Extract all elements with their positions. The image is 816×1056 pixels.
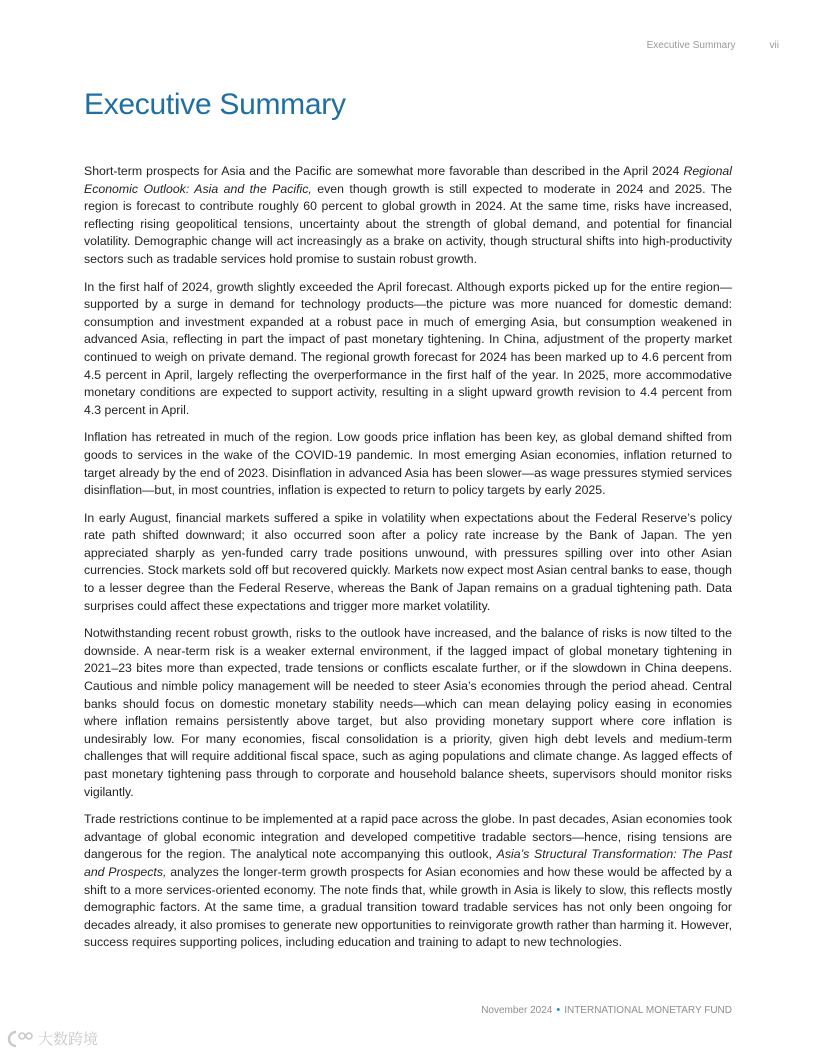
page-title: Executive Summary (84, 88, 346, 121)
footer-publisher: INTERNATIONAL MONETARY FUND (564, 1005, 732, 1016)
paragraph-5: Notwithstanding recent robust growth, risks to the outlook have increased, and the balance of risks is now tilted to the downside. A near-term risk is a weaker external environment, if the lagged impact of global monetary tightening in 2021–23 bites more than expected, trade tensions or conflicts escalate further, or if the slowdown in China deepens. Cautious and nimble policy management will be needed to steer Asia’s economies through the period ahead. Central banks should focus on domestic monetary stability needs—which can mean delaying policy easing in economies where inflation remains persistently above target, but also providing monetary support where core inflation is undesirably low. For many economies, fiscal consolidation is a priority, given high debt levels and medium-term challenges that will require additional fiscal space, such as aging populations and climate change. As lagged effects of past monetary tightening pass through to corporate and household balance sheets, supervisors should monitor risks vigilantly. (84, 626, 732, 799)
watermark-logo-icon (6, 1029, 36, 1049)
paragraph-2: In the first half of 2024, growth slightly exceeded the April forecast. Although exports picked up for the entire region—supported by a surge in demand for technology products—the picture was more nuanced for domestic demand: consumption and investment expanded at a robust pace in much of emerging Asia, but consumption weakened in advanced Asia, reflecting in part the impact of past monetary tightening. In China, adjustment of the property market continued to weigh on private demand. The regional growth forecast for 2024 has been marked up to 4.6 percent from 4.5 percent in April, largely reflecting the overperformance in the first half of the year. In 2025, more accommodative monetary conditions are expected to support activity, resulting in a slight upward growth revision to 4.4 percent from 4.3 percent in April. (84, 279, 732, 417)
page-footer (481, 1004, 732, 1016)
paragraph-6-citation: Asia’s Structural Transformation: The Past and Prospects, (84, 847, 732, 879)
body-text (84, 163, 732, 962)
paragraph-6-text-c: analyzes the longer-term growth prospects for Asian economies and how these would be affected by a shift to a more services-oriented economy. The note finds that, while growth in Asia is likely to slow, this reflects mostly demographic factors. At the same time, a gradual transition toward tradable services has not only been ongoing for decades already, it also promises to generate new opportunities to reinvigorate growth rather than harming it. However, success requires supporting polices, including education and training to adapt to new technologies. (84, 864, 732, 950)
paragraph-6-text-a: Trade restrictions continue to be implemented at a rapid pace across the globe. In past decades, Asian economies took advantage of global economic integration and developed competitive tradable sectors—hence, rising tensions are dangerous for the region. The analytical note accompanying this outlook, (84, 812, 732, 862)
watermark-text: 大数跨境 (38, 1031, 99, 1048)
running-header (647, 40, 779, 51)
paragraph-1-text-c: even though growth is still expected to moderate in 2024 and 2025. The region is forecast to contribute roughly 60 percent to global growth in 2024. At the same time, risks have increased, reflecting rising geopolitical tensions, uncertainty about the strength of global demand, and potential for financial volatility. Demographic change will act increasingly as a brake on activity, though structural shifts into high-productivity sectors such as tradable services hold promise to sustain robust growth. (84, 181, 732, 266)
paragraph-4: In early August, financial markets suffered a spike in volatility when expectations about the Federal Reserve’s policy rate path shifted downward; it also occurred soon after a policy rate increase by the Bank of Japan. The yen appreciated sharply as yen-funded carry trade positions unwound, with pressures spilling over into other Asian currencies. Stock markets sold off but recovered quickly. Markets now expect most Asian central banks to ease, though to a lesser degree than the Federal Reserve, whereas the Bank of Japan remains on a gradual tightening path. Data surprises could affect these expectations and trigger more market volatility. (84, 510, 732, 613)
footer-bullet-icon: • (556, 1004, 561, 1016)
footer-date: November 2024 (481, 1005, 553, 1016)
paragraph-1 (84, 163, 732, 269)
paragraph-6 (84, 811, 732, 952)
paragraph-1-text-a: Short-term prospects for Asia and the Pacific are somewhat more favorable than described in the April 2024 (84, 164, 684, 178)
watermark (6, 1028, 98, 1049)
paragraph-3: Inflation has retreated in much of the region. Low goods price inflation has been key, as global demand shifted from goods to services in the wake of the COVID-19 pandemic. In most emerging Asian economies, inflation returned to target already by the end of 2023. Disinflation in advanced Asia has been slower—as wage pressures stymied services disinflation—but, in most countries, inflation is expected to return to policy targets by early 2025. (84, 430, 732, 498)
header-section-label: Executive Summary (646, 40, 736, 51)
page-number: vii (769, 40, 779, 51)
paragraph-1-citation: Regional Economic Outlook: Asia and the Pacific, (84, 164, 732, 196)
